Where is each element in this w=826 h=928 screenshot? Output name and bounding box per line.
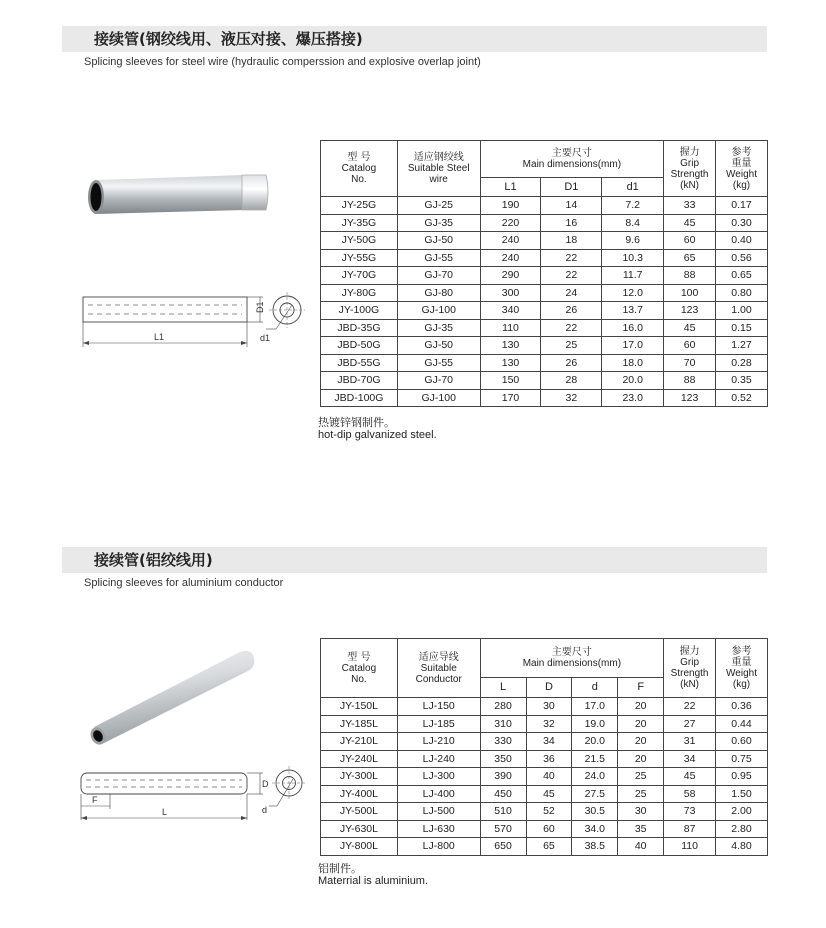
section2-note bbox=[318, 862, 428, 888]
cell-catalog: JY-500L bbox=[321, 803, 398, 821]
cell-D: 60 bbox=[526, 820, 572, 838]
cell-weight: 0.80 bbox=[716, 284, 768, 302]
cell-L1: 190 bbox=[480, 197, 541, 215]
drawing1-inner-label: d1 bbox=[260, 333, 271, 343]
cell-wire: GJ-55 bbox=[397, 354, 480, 372]
table-row bbox=[321, 232, 768, 250]
cell-d1: 10.3 bbox=[602, 249, 664, 267]
cell-L: 390 bbox=[480, 768, 526, 786]
cell-grip: 123 bbox=[664, 302, 716, 320]
cell-catalog: JBD-50G bbox=[321, 337, 398, 355]
steel-sleeve-table-body bbox=[321, 197, 768, 407]
cell-F: 20 bbox=[618, 698, 664, 716]
col2-header-L: L bbox=[480, 678, 526, 698]
steel-sleeve-spec-table bbox=[320, 140, 768, 407]
cell-d: 24.0 bbox=[572, 768, 618, 786]
cell-grip: 87 bbox=[664, 820, 716, 838]
cell-d: 34.0 bbox=[572, 820, 618, 838]
table-row bbox=[321, 197, 768, 215]
table-row bbox=[321, 803, 768, 821]
cell-catalog: JY-400L bbox=[321, 785, 398, 803]
cell-weight: 1.27 bbox=[716, 337, 768, 355]
cell-L: 330 bbox=[480, 733, 526, 751]
col2-header-weight: 参考 重量 Weight (kg) bbox=[716, 639, 768, 698]
cell-catalog: JY-150L bbox=[321, 698, 398, 716]
steel-sleeve-photo bbox=[82, 170, 272, 220]
drawing2-length-label: L bbox=[162, 807, 168, 817]
cell-grip: 100 bbox=[664, 284, 716, 302]
section1-note-en: hot-dip galvanized steel. bbox=[318, 429, 437, 441]
cell-weight: 0.17 bbox=[716, 197, 768, 215]
cell-weight: 0.65 bbox=[716, 267, 768, 285]
cell-catalog: JY-100G bbox=[321, 302, 398, 320]
section1-note-cn: 热镀锌钢制件。 bbox=[318, 416, 395, 429]
cell-catalog: JY-630L bbox=[321, 820, 398, 838]
cell-grip: 58 bbox=[664, 785, 716, 803]
col-header-catalog: 型 号 Catalog No. bbox=[321, 141, 398, 197]
cell-grip: 33 bbox=[664, 197, 716, 215]
cell-D1: 26 bbox=[541, 302, 602, 320]
cell-d1: 9.6 bbox=[602, 232, 664, 250]
table-row bbox=[321, 214, 768, 232]
cell-D1: 25 bbox=[541, 337, 602, 355]
cell-d: 19.0 bbox=[572, 715, 618, 733]
cell-F: 20 bbox=[618, 733, 664, 751]
table-row bbox=[321, 302, 768, 320]
cell-F: 20 bbox=[618, 750, 664, 768]
cell-weight: 2.80 bbox=[716, 820, 768, 838]
cell-wire: GJ-70 bbox=[397, 267, 480, 285]
col-header-d1: d1 bbox=[602, 178, 664, 197]
cell-F: 25 bbox=[618, 785, 664, 803]
table-row bbox=[321, 768, 768, 786]
col-header-weight: 参考 重量 Weight (kg) bbox=[716, 141, 768, 197]
cell-L: 450 bbox=[480, 785, 526, 803]
cell-d1: 7.2 bbox=[602, 197, 664, 215]
table-row bbox=[321, 372, 768, 390]
cell-d1: 12.0 bbox=[602, 284, 664, 302]
section1-note bbox=[318, 416, 437, 442]
col-header-D1: D1 bbox=[541, 178, 602, 197]
cell-catalog: JY-35G bbox=[321, 214, 398, 232]
cell-catalog: JBD-70G bbox=[321, 372, 398, 390]
cell-catalog: JBD-35G bbox=[321, 319, 398, 337]
col2-header-D: D bbox=[526, 678, 572, 698]
col2-header-main-dimensions: 主要尺寸 Main dimensions(mm) bbox=[480, 639, 663, 678]
cell-wire: GJ-50 bbox=[397, 232, 480, 250]
cell-grip: 88 bbox=[664, 372, 716, 390]
cell-d1: 8.4 bbox=[602, 214, 664, 232]
cell-wire: GJ-35 bbox=[397, 214, 480, 232]
cell-weight: 0.36 bbox=[716, 698, 768, 716]
cell-d1: 18.0 bbox=[602, 354, 664, 372]
cell-weight: 0.60 bbox=[716, 733, 768, 751]
cell-D: 36 bbox=[526, 750, 572, 768]
cell-wire: GJ-100 bbox=[397, 389, 480, 407]
table-row bbox=[321, 389, 768, 407]
cell-d: 30.5 bbox=[572, 803, 618, 821]
col2-header-catalog: 型 号 Catalog No. bbox=[321, 639, 398, 698]
aluminium-sleeve-spec-table bbox=[320, 638, 768, 856]
cell-catalog: JY-800L bbox=[321, 838, 398, 856]
cell-grip: 123 bbox=[664, 389, 716, 407]
cell-wire: GJ-100 bbox=[397, 302, 480, 320]
cell-grip: 73 bbox=[664, 803, 716, 821]
cell-grip: 34 bbox=[664, 750, 716, 768]
cell-grip: 31 bbox=[664, 733, 716, 751]
cell-L1: 290 bbox=[480, 267, 541, 285]
cell-D: 65 bbox=[526, 838, 572, 856]
cell-L: 510 bbox=[480, 803, 526, 821]
cell-D1: 22 bbox=[541, 249, 602, 267]
aluminium-sleeve-photo bbox=[88, 640, 263, 750]
cell-conductor: LJ-630 bbox=[397, 820, 480, 838]
cell-L1: 150 bbox=[480, 372, 541, 390]
cell-weight: 0.44 bbox=[716, 715, 768, 733]
cell-D1: 32 bbox=[541, 389, 602, 407]
cell-L1: 240 bbox=[480, 249, 541, 267]
table-row bbox=[321, 284, 768, 302]
col2-header-F: F bbox=[618, 678, 664, 698]
cell-grip: 60 bbox=[664, 337, 716, 355]
cell-L1: 130 bbox=[480, 354, 541, 372]
cell-catalog: JY-210L bbox=[321, 733, 398, 751]
cell-d1: 23.0 bbox=[602, 389, 664, 407]
cell-d: 20.0 bbox=[572, 733, 618, 751]
section2-note-cn: 铝制件。 bbox=[318, 862, 362, 875]
table-row bbox=[321, 715, 768, 733]
cell-conductor: LJ-185 bbox=[397, 715, 480, 733]
cell-F: 20 bbox=[618, 715, 664, 733]
cell-weight: 0.15 bbox=[716, 319, 768, 337]
table-row bbox=[321, 319, 768, 337]
table-row bbox=[321, 785, 768, 803]
cell-D1: 28 bbox=[541, 372, 602, 390]
cell-D1: 18 bbox=[541, 232, 602, 250]
cell-D1: 16 bbox=[541, 214, 602, 232]
cell-D1: 24 bbox=[541, 284, 602, 302]
cell-grip: 27 bbox=[664, 715, 716, 733]
cell-d: 38.5 bbox=[572, 838, 618, 856]
cell-L: 570 bbox=[480, 820, 526, 838]
cell-catalog: JY-25G bbox=[321, 197, 398, 215]
cell-conductor: LJ-500 bbox=[397, 803, 480, 821]
cell-conductor: LJ-800 bbox=[397, 838, 480, 856]
table-row bbox=[321, 249, 768, 267]
cell-catalog: JY-185L bbox=[321, 715, 398, 733]
cell-weight: 0.75 bbox=[716, 750, 768, 768]
cell-catalog: JY-240L bbox=[321, 750, 398, 768]
col2-header-grip-strength: 握力 Grip Strength (kN) bbox=[664, 639, 716, 698]
cell-catalog: JBD-55G bbox=[321, 354, 398, 372]
cell-L: 650 bbox=[480, 838, 526, 856]
cell-catalog: JY-55G bbox=[321, 249, 398, 267]
cell-d1: 11.7 bbox=[602, 267, 664, 285]
cell-L1: 110 bbox=[480, 319, 541, 337]
col2-header-suitable-conductor: 适应导线 Suitable Conductor bbox=[397, 639, 480, 698]
table-row bbox=[321, 838, 768, 856]
cell-D: 45 bbox=[526, 785, 572, 803]
cell-catalog: JBD-100G bbox=[321, 389, 398, 407]
cell-d1: 16.0 bbox=[602, 319, 664, 337]
cell-D: 30 bbox=[526, 698, 572, 716]
cell-D: 40 bbox=[526, 768, 572, 786]
cell-weight: 0.56 bbox=[716, 249, 768, 267]
cell-d1: 20.0 bbox=[602, 372, 664, 390]
cell-weight: 0.95 bbox=[716, 768, 768, 786]
cell-F: 25 bbox=[618, 768, 664, 786]
cell-weight: 1.50 bbox=[716, 785, 768, 803]
cell-grip: 60 bbox=[664, 232, 716, 250]
cell-L1: 300 bbox=[480, 284, 541, 302]
table-row bbox=[321, 733, 768, 751]
cell-L: 310 bbox=[480, 715, 526, 733]
section1-subtitle: Splicing sleeves for steel wire (hydraulic comperssion and explosive overlap joint) bbox=[84, 56, 481, 68]
section2-note-en: Materrial is aluminium. bbox=[318, 875, 429, 887]
cell-grip: 70 bbox=[664, 354, 716, 372]
section2-title: 接续管(铝绞线用) bbox=[94, 551, 213, 569]
table-row bbox=[321, 337, 768, 355]
col-header-grip-strength: 握力 Grip Strength (kN) bbox=[664, 141, 716, 197]
col-header-main-dimensions: 主要尺寸 Main dimensions(mm) bbox=[480, 141, 664, 178]
cell-wire: GJ-35 bbox=[397, 319, 480, 337]
cell-d: 27.5 bbox=[572, 785, 618, 803]
cell-catalog: JY-80G bbox=[321, 284, 398, 302]
cell-D: 32 bbox=[526, 715, 572, 733]
cell-wire: GJ-80 bbox=[397, 284, 480, 302]
drawing1-length-label: L1 bbox=[154, 332, 165, 342]
cell-wire: GJ-25 bbox=[397, 197, 480, 215]
cell-weight: 0.52 bbox=[716, 389, 768, 407]
cell-F: 30 bbox=[618, 803, 664, 821]
table-row bbox=[321, 820, 768, 838]
drawing2-flare-label: F bbox=[92, 795, 98, 805]
cell-L1: 220 bbox=[480, 214, 541, 232]
cell-L1: 240 bbox=[480, 232, 541, 250]
steel-sleeve-drawing bbox=[74, 285, 314, 355]
cell-weight: 1.00 bbox=[716, 302, 768, 320]
cell-D1: 22 bbox=[541, 267, 602, 285]
table-row bbox=[321, 750, 768, 768]
cell-grip: 88 bbox=[664, 267, 716, 285]
drawing2-diameter-label: D bbox=[262, 779, 269, 789]
section2-subtitle: Splicing sleeves for aluminium conductor bbox=[84, 577, 284, 589]
cell-F: 35 bbox=[618, 820, 664, 838]
cell-d1: 13.7 bbox=[602, 302, 664, 320]
cell-L1: 130 bbox=[480, 337, 541, 355]
cell-L1: 170 bbox=[480, 389, 541, 407]
drawing2-inner-label: d bbox=[262, 805, 268, 815]
cell-L: 280 bbox=[480, 698, 526, 716]
col-header-suitable-wire: 适应钢绞线 Suitable Steel wire bbox=[397, 141, 480, 197]
cell-grip: 45 bbox=[664, 214, 716, 232]
aluminium-sleeve-table-body bbox=[321, 698, 768, 856]
cell-grip: 45 bbox=[664, 768, 716, 786]
cell-weight: 0.28 bbox=[716, 354, 768, 372]
cell-catalog: JY-300L bbox=[321, 768, 398, 786]
cell-weight: 0.40 bbox=[716, 232, 768, 250]
cell-wire: GJ-70 bbox=[397, 372, 480, 390]
table-row bbox=[321, 698, 768, 716]
cell-conductor: LJ-240 bbox=[397, 750, 480, 768]
cell-weight: 4.80 bbox=[716, 838, 768, 856]
cell-conductor: LJ-300 bbox=[397, 768, 480, 786]
cell-catalog: JY-70G bbox=[321, 267, 398, 285]
cell-conductor: LJ-210 bbox=[397, 733, 480, 751]
cell-d: 21.5 bbox=[572, 750, 618, 768]
cell-conductor: LJ-150 bbox=[397, 698, 480, 716]
section1-title: 接续管(钢绞线用、液压对接、爆压搭接) bbox=[94, 30, 363, 48]
cell-wire: GJ-50 bbox=[397, 337, 480, 355]
cell-D1: 22 bbox=[541, 319, 602, 337]
cell-weight: 0.30 bbox=[716, 214, 768, 232]
cell-grip: 45 bbox=[664, 319, 716, 337]
col-header-L1: L1 bbox=[480, 178, 541, 197]
cell-grip: 22 bbox=[664, 698, 716, 716]
cell-L1: 340 bbox=[480, 302, 541, 320]
cell-D: 52 bbox=[526, 803, 572, 821]
aluminium-sleeve-drawing bbox=[74, 762, 314, 832]
cell-conductor: LJ-400 bbox=[397, 785, 480, 803]
cell-d: 17.0 bbox=[572, 698, 618, 716]
cell-F: 40 bbox=[618, 838, 664, 856]
cell-catalog: JY-50G bbox=[321, 232, 398, 250]
cell-weight: 0.35 bbox=[716, 372, 768, 390]
drawing1-diameter-label: D1 bbox=[255, 301, 265, 313]
cell-L: 350 bbox=[480, 750, 526, 768]
table-row bbox=[321, 354, 768, 372]
cell-D: 34 bbox=[526, 733, 572, 751]
cell-D1: 26 bbox=[541, 354, 602, 372]
cell-grip: 110 bbox=[664, 838, 716, 856]
cell-D1: 14 bbox=[541, 197, 602, 215]
cell-wire: GJ-55 bbox=[397, 249, 480, 267]
col2-header-d: d bbox=[572, 678, 618, 698]
cell-weight: 2.00 bbox=[716, 803, 768, 821]
cell-d1: 17.0 bbox=[602, 337, 664, 355]
table-row bbox=[321, 267, 768, 285]
cell-grip: 65 bbox=[664, 249, 716, 267]
